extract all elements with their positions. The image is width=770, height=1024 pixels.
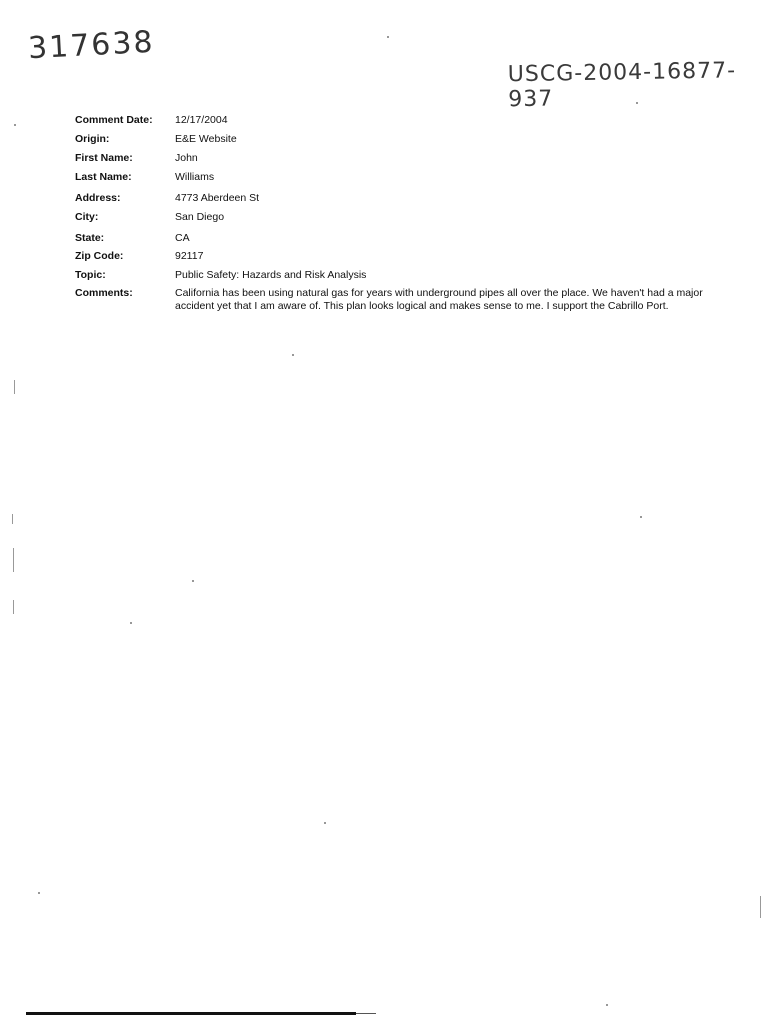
value-comment-date: 12/17/2004: [175, 114, 228, 126]
row-address: [75, 192, 715, 211]
value-topic: Public Safety: Hazards and Risk Analysis: [175, 269, 367, 281]
value-address: 4773 Aberdeen St: [175, 192, 260, 204]
scan-speck: [130, 622, 132, 624]
row-last-name: [75, 171, 715, 192]
value-state: CA: [175, 232, 190, 244]
label-comments: Comments:: [75, 287, 133, 299]
row-topic: [75, 269, 715, 287]
value-comments: California has been using natural gas for years with underground pipes all over the place. We haven't had a major accident yet that I am aware of. This plan looks logical and makes sense to me. I support the Cabrillo Port.: [175, 287, 703, 312]
handwritten-document-number: 317638: [27, 24, 156, 67]
scan-edge-mark: [12, 514, 13, 524]
scan-edge-mark: [14, 380, 15, 394]
label-city: City:: [75, 211, 99, 223]
row-comment-date: [75, 114, 715, 133]
value-last-name: Williams: [175, 171, 215, 183]
scan-speck: [606, 1004, 608, 1006]
row-origin: [75, 133, 715, 152]
scan-edge-mark: [760, 896, 761, 918]
scan-speck: [636, 102, 638, 104]
scan-edge-mark: [13, 548, 14, 572]
value-city: San Diego: [175, 211, 225, 223]
handwritten-docket-number: USCG-2004-16877-937: [507, 58, 737, 113]
scan-bottom-bar: [26, 1012, 356, 1015]
scan-speck: [192, 580, 194, 582]
scan-speck: [324, 822, 326, 824]
row-comments: [75, 287, 715, 313]
value-first-name: John: [175, 152, 198, 164]
label-topic: Topic:: [75, 269, 106, 281]
label-zip-code: Zip Code:: [75, 250, 124, 262]
label-state: State:: [75, 232, 105, 244]
value-origin: E&E Website: [175, 133, 237, 145]
label-address: Address:: [75, 192, 121, 204]
scan-edge-mark: [13, 600, 14, 614]
label-first-name: First Name:: [75, 152, 133, 164]
label-last-name: Last Name:: [75, 171, 132, 183]
comment-form: [75, 114, 715, 313]
label-origin: Origin:: [75, 133, 110, 145]
scan-speck: [292, 354, 294, 356]
scan-speck: [640, 516, 642, 518]
scan-speck: [38, 892, 40, 894]
value-zip-code: 92117: [175, 250, 204, 262]
row-zip-code: [75, 250, 715, 269]
row-first-name: [75, 152, 715, 171]
scan-speck: [387, 36, 389, 38]
label-comment-date: Comment Date:: [75, 114, 153, 126]
row-state: [75, 232, 715, 250]
row-city: [75, 211, 715, 232]
scan-speck: [14, 124, 16, 126]
